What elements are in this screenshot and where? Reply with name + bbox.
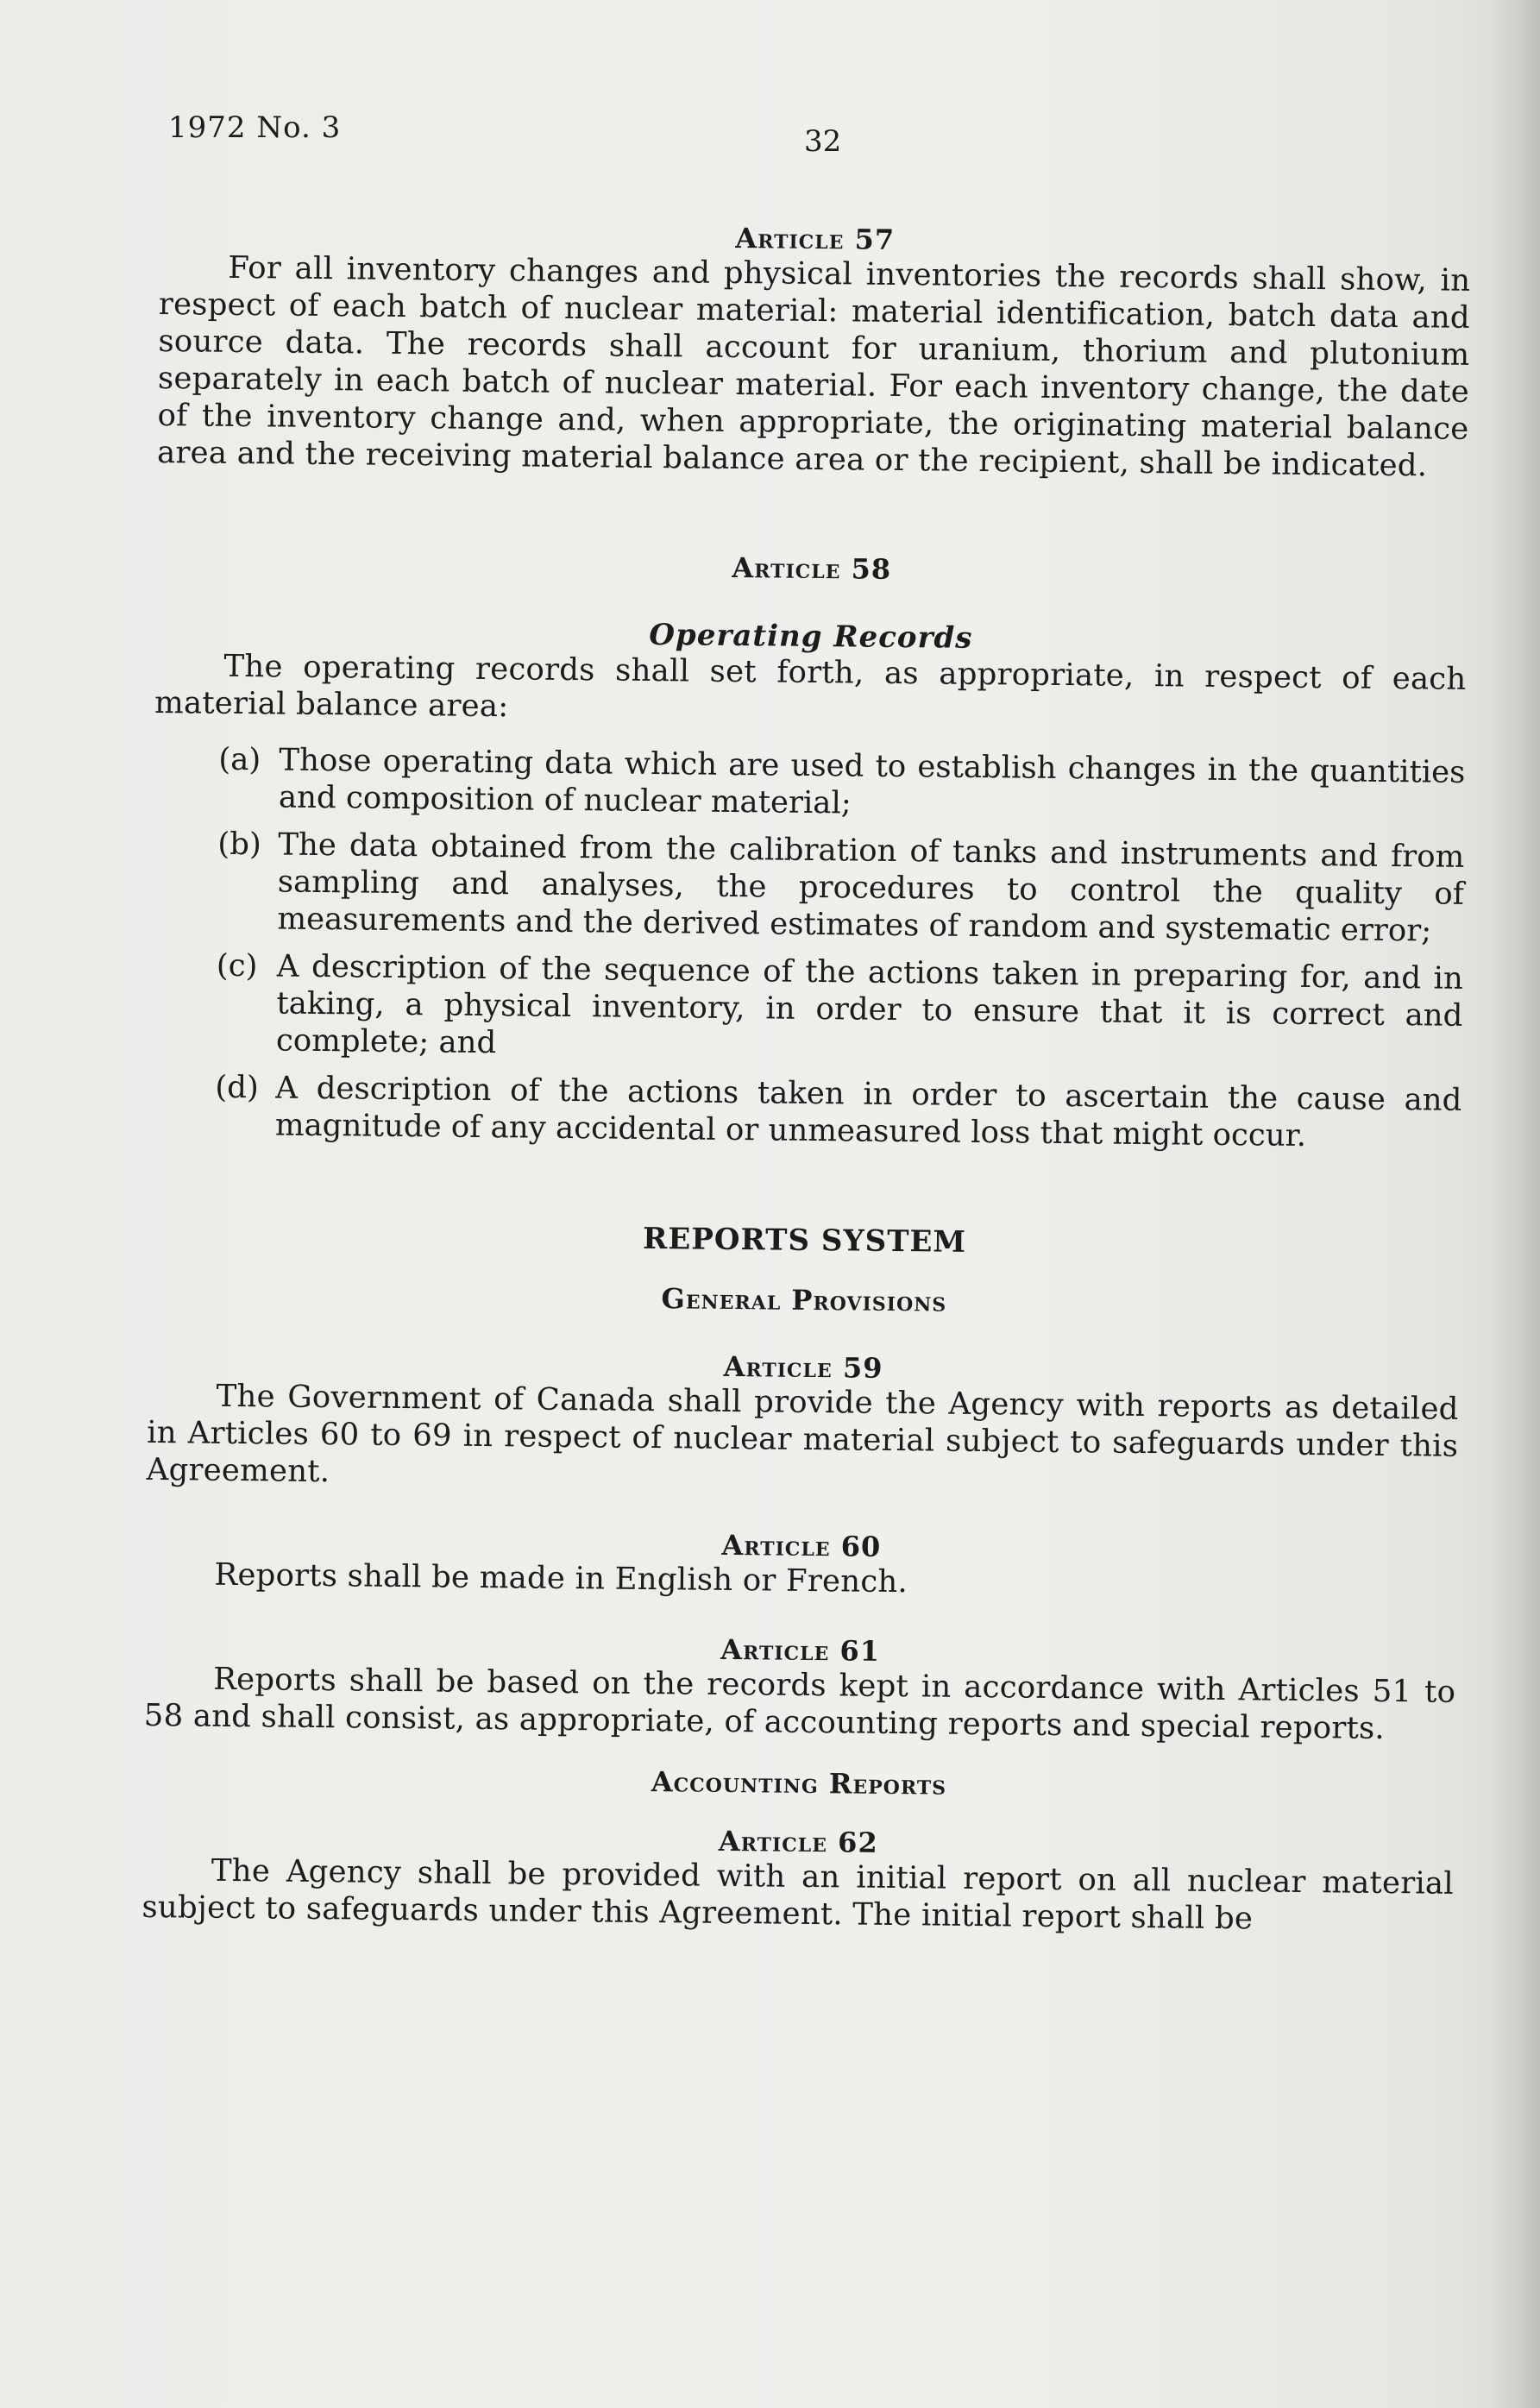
article-60-heading: Article 60 [721,1528,882,1563]
reports-system-heading: REPORTS SYSTEM [642,1221,967,1260]
article-61-heading: Article 61 [720,1632,881,1668]
page-body [141,216,1471,1940]
list-item-label: (b) [217,826,262,863]
article-59-heading: Article 59 [723,1349,883,1385]
document-reference: 1972 No. 3 [168,110,342,145]
list-item-text: The data obtained from the calibration of tanks and instruments and from sampling and analyses, the procedures to control the quality of measurements and the derived estimates of random and systematic error; [277,827,1465,949]
article-57-text: For all inventory changes and physical inventories the records shall show, in respect of each batch of nuclear material: material identification, batch data and source data. The records shall account for uranium, thorium and plutonium separately in each batch of nuclear material. For each inventory change, the date of the inventory change and, when appropriate, the originating material balance area and the receiving material balance area or the recipient, shall be indicated. [156,249,1471,484]
binding-shadow [1488,0,1540,2408]
article-57-heading: Article 57 [735,221,896,256]
article-59-text: The Government of Canada shall provide the Agency with reports as detailed in Articles 60 to 69 in respect of nuclear material subject to safeguards under this Agreement. [146,1378,1459,1490]
list-item [151,946,1463,1072]
article-62-heading: Article 62 [718,1824,878,1859]
article-58-heading: Article 58 [732,550,892,586]
list-item [150,1068,1462,1156]
list-item [152,825,1464,950]
article-58-intro: The operating records shall set forth, as appropriate, in respect of each material balance area: [154,648,1467,725]
page-header [168,110,1462,162]
article-61-text: Reports shall be based on the records kept in accordance with Articles 51 to 58 and shall consist, as appropriate, of accounting reports and special reports. [143,1661,1456,1746]
article-58-subheading: Operating Records [649,617,973,656]
list-item-label: (c) [216,947,258,984]
list-item [154,740,1466,828]
general-provisions-heading: General Provisions [661,1282,947,1318]
list-item-text: Those operating data which are used to establish changes in the quantities and composition of nuclear material; [278,742,1466,821]
list-item-text: A description of the actions taken in order to ascertain the cause and magnitude of any accidental or unmeasured loss that might occur. [274,1070,1462,1154]
list-item-label: (d) [215,1069,260,1106]
article-60-text: Reports shall be made in English or French. [214,1556,908,1600]
article-62-text: The Agency shall be provided with an initial report on all nuclear material subject to safeguards under this Agreement. The initial report shall be [141,1852,1455,1937]
page-number: 32 [804,124,842,159]
accounting-reports-heading: Accounting Reports [651,1765,947,1801]
list-item-label: (a) [218,741,261,778]
list-item-text: A description of the sequence of the actions taken in preparing for, and in taking, a physical inventory, in order to ensure that it is correct and complete; and [275,948,1464,1061]
